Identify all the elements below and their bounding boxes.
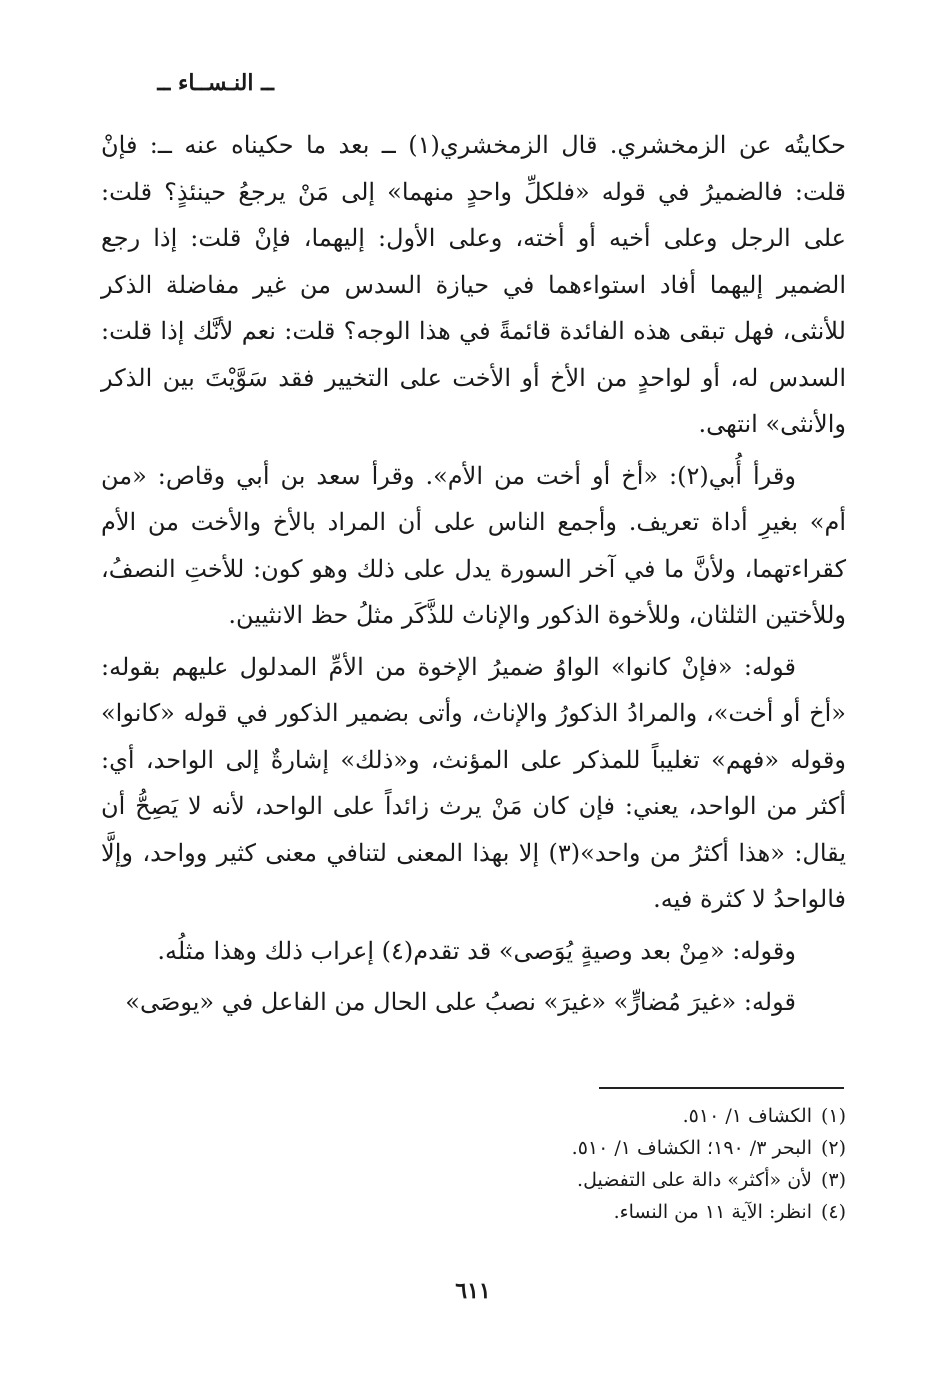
paragraph-1: حكايتُه عن الزمخشري. قال الزمخشري(١) ــ بعد ما حكيناه عنه ــ: فإنْ قلت: فالضميرُ في قوله «فلكلِّ واحدٍ منهما» إلى مَنْ يرجعُ حينئذٍ؟ قلت: على الرجل وعلى أخيه أو أخته، وعلى الأول: إليهما، فإنْ قلت: إذا رجع الضمير إليهما أفاد استواءهما في حيازة السدس من غير مفاضلة الذكر للأنثى، فهل تبقى هذه الفائدة قائمةً في هذا الوجه؟ قلت: نعم لأنَّك إذا قلت: السدس له، أو لواحدٍ من الأخ أو الأخت على التخيير فقد سَوَّيْتَ بين الذكر والأنثى» انتهى. xyxy=(101,131,846,438)
footnote-number: (١) xyxy=(820,1105,846,1127)
paragraph-4: وقوله: «مِنْ بعد وصيةٍ يُوَصى» قد تقدم(٤) إعراب ذلك وهذا مثلُه. xyxy=(157,936,796,965)
page-number: ٦١١ xyxy=(455,1278,491,1304)
paragraph-3: قوله: «فإنْ كانوا» الواوُ ضميرُ الإخوة من الأمِّ المدلول عليهم بقوله: «أخ أو أخت»، والمرادُ الذكورُ والإناث، وأتى بضمير الذكور في قوله «كانوا» وقوله «فهم» تغليباً للمذكر على المؤنث، و«ذلك» إشارةٌ إلى الواحد، أي: أكثر من الواحد، يعني: فإن كان مَنْ يرث زائداً على الواحد، لأنه لا يَصِحُّ أن يقال: «هذا أكثرُ من واحد»(٣) إلا بهذا المعنى لتنافي معنى كثير وواحد، وإلَّا فالواحدُ لا كثرة فيه. xyxy=(101,652,847,913)
running-head: ــ النـســاء ــ xyxy=(157,70,274,96)
footnote-3 xyxy=(286,1164,846,1196)
footnote-4 xyxy=(286,1196,846,1228)
footnote-number: (٣) xyxy=(820,1169,846,1191)
footnote-text: البحر ٣/ ١٩٠؛ الكشاف ١/ ٥١٠. xyxy=(571,1137,812,1159)
footnote-number: (٤) xyxy=(820,1201,846,1223)
paragraph-5: قوله: «غيرَ مُضارٍّ» «غيرَ» نصبُ على الحال من الفاعل في «يوصَى» xyxy=(125,988,796,1016)
footnote-1 xyxy=(286,1100,846,1132)
footnote-text: لأن «أكثر» دالة على التفضيل. xyxy=(577,1169,812,1191)
footnote-number: (٢) xyxy=(820,1137,846,1159)
footnote-text: انظر: الآية ١١ من النساء. xyxy=(613,1201,812,1223)
footnote-text: الكشاف ١/ ٥١٠. xyxy=(682,1105,812,1127)
main-text xyxy=(101,122,846,1026)
paragraph-2: وقرأ أُبي(٢): «أخ أو أخت من الأم». وقرأ سعد بن أبي وقاص: «من أم» بغيرِ أداة تعريف. وأجمع الناس على أن المراد بالأخ والأخت من الأم كقراءتهما، ولأنَّ ما في آخر السورة يدل على ذلك وهو كون: للأختِ النصفُ، وللأختين الثلثان، وللأخوة الذكور والإناث للذَّكَر مثلُ حظ الانثيين. xyxy=(101,461,846,629)
footnotes xyxy=(286,1100,846,1228)
footnote-2 xyxy=(286,1132,846,1164)
footnote-separator xyxy=(599,1087,844,1089)
